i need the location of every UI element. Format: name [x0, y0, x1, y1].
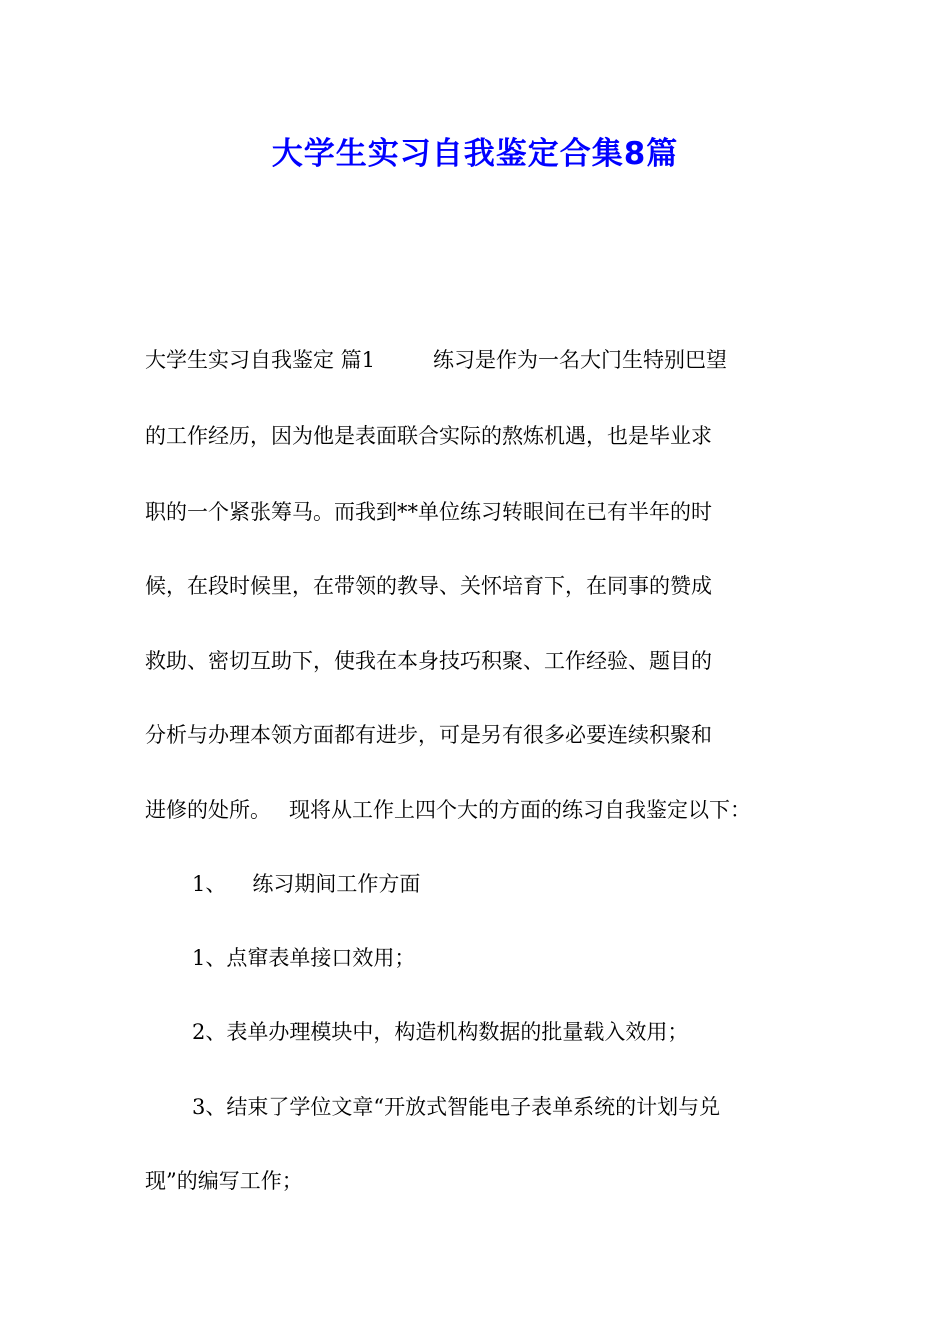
- paragraph-line-5: 救助、密切互助下，使我在本身技巧积聚、工作经验、题目的: [145, 649, 712, 673]
- list-heading-text: 练习期间工作方面: [252, 872, 421, 896]
- paragraph-line-7: [145, 795, 751, 825]
- list-heading: [192, 869, 420, 899]
- document-title: 大学生实习自我鉴定合集8篇: [271, 136, 679, 172]
- list-item-1: 1、点窜表单接口效用；: [192, 946, 416, 970]
- paragraph-line-2: 的工作经历，因为他是表面联合实际的熬炼机遇，也是毕业求: [145, 424, 712, 448]
- paragraph-line-4: 候，在段时候里，在带领的教导、关怀培育下，在同事的赞成: [145, 574, 712, 598]
- paragraph-line-7-b: 现将从工作上四个大的方面的练习自我鉴定以下：: [289, 798, 751, 822]
- list-item-3: 3、结束了学位文章“开放式智能电子表单系统的计划与兑: [192, 1095, 721, 1119]
- paragraph-line-7-a: 进修的处所。: [145, 798, 271, 822]
- list-heading-number: 1、: [192, 872, 227, 896]
- paragraph-line-6: 分析与办理本领方面都有进步，可是另有很多必要连续积聚和: [145, 723, 712, 747]
- paragraph-line-3: 职的一个紧张筹马。而我到**单位练习转眼间在已有半年的时: [145, 500, 712, 524]
- paragraph-text-start: 练习是作为一名大门生特别巴望: [433, 348, 728, 372]
- section-heading: 大学生实习自我鉴定 篇1: [145, 348, 376, 372]
- list-item-3-continued: 现”的编写工作；: [145, 1169, 303, 1193]
- paragraph-line-1: [145, 345, 727, 375]
- list-item-2: 2、表单办理模块中，构造机构数据的批量载入效用；: [192, 1020, 689, 1044]
